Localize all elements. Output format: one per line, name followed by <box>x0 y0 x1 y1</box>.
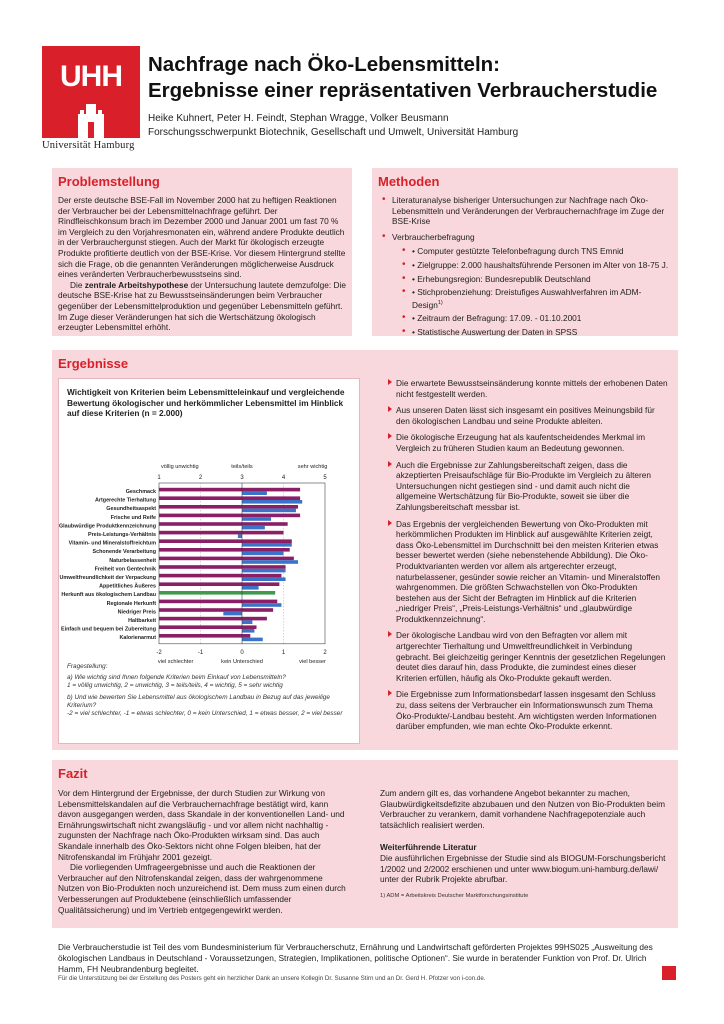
chart-note-a: a) Wie wichtig sind Ihnen folgende Kriterien beim Einkauf von Lebensmitteln? <box>67 674 286 682</box>
results-list <box>388 378 668 738</box>
footnote: 1) ADM = Arbeitskreis Deutscher Marktforschungsinstitute <box>380 892 529 899</box>
importance-bar <box>159 608 273 612</box>
chart-note-a-scale: 1 = völlig unwichtig, 2 = unwichtig, 3 = teils/teils, 4 = wichtig, 5 = sehr wichtig <box>67 682 283 690</box>
bullet-arrow-icon <box>388 406 392 412</box>
university-logo <box>42 46 140 154</box>
results-item-text: Die ökologische Erzeugung hat als kaufentscheidendes Merkmal im Vergleich zu früheren Studien kaum an Bedeutung gewonnen. <box>396 432 646 453</box>
problem-panel <box>52 168 352 336</box>
category-label: Glaubwürdige Produktkennzeichnung <box>58 523 156 530</box>
results-item-text: Die Ergebnisse zum Informationsbedarf lassen insgesamt den Schluss zu, dass seitens der Verbraucher ein Informationswunsch zum Thema Öko-Produkte/-Landbau besteht. Am wichtigsten werden Informationen darüber empfunden, wie man echte Öko-Produkte erkennt. <box>396 689 657 732</box>
chart-box <box>58 378 360 744</box>
results-item <box>388 460 668 513</box>
title-line-2: Ergebnisse einer repräsentativen Verbraucherstudie <box>148 79 658 102</box>
conclusion-heading: Fazit <box>58 766 88 781</box>
category-label: Frische und Reife <box>110 514 156 521</box>
results-item <box>388 378 668 399</box>
results-item <box>388 519 668 625</box>
results-item-text: Auch die Ergebnisse zur Zahlungsbereitschaft zeigen, dass die akzeptierten Preisaufschläge für Bio-Produkte im Vergleich zu älteren Untersuchungen nicht gestiegen sind - und damit auch nicht die allgemeine Wertschätzung für Bio-Produkte, soweit sie über die Zahlungsbereitschaft messbar ist. <box>396 459 652 512</box>
chart-note-b-scale: -2 = viel schlechter, -1 = etwas schlechter, 0 = kein Unterschied, 1 = etwas besser, 2 = viel besser <box>67 710 343 718</box>
bullet-arrow-icon <box>388 433 392 439</box>
importance-bar <box>159 496 300 500</box>
importance-bar <box>159 488 300 492</box>
footnote-marker: 1) <box>437 299 443 306</box>
category-label: Regionale Herkunft <box>106 600 156 607</box>
rating-bar <box>242 638 263 642</box>
methods-sublist <box>402 246 672 337</box>
category-label: Kalorienarmut <box>119 635 156 642</box>
methods-panel <box>372 168 678 336</box>
literature-text: Die ausführlichen Ergebnisse der Studie sind als BIOGUM-Forschungsbericht 1/2002 und 2/2002 erschienen und unter www.biogum.uni-hamburg.de/lawi/ unter der Rubrik Projekte abrufbar. <box>380 852 666 885</box>
problem-text-2 <box>58 280 346 333</box>
rating-bar <box>242 517 271 521</box>
bottom-tick-label: 0 <box>240 649 244 656</box>
importance-bar <box>159 591 275 595</box>
rating-bar <box>238 534 242 538</box>
importance-bar <box>159 531 284 535</box>
top-tick-label: 4 <box>281 475 286 481</box>
methods-item: • Literaturanalyse bisheriger Untersuchungen zur Nachfrage nach Öko-Lebensmitteln und Veränderungen der Verbrauchernachfrage im Zuge der BSE-Krise <box>382 195 672 227</box>
authors-block <box>148 112 518 139</box>
results-item <box>388 689 668 731</box>
rating-bar <box>242 603 281 607</box>
category-label: Appetitliches Äußeres <box>99 583 156 590</box>
category-label: Vitamin- und Mineralstoffreichtum <box>68 540 156 547</box>
results-item <box>388 630 668 683</box>
logo-letters: UHH <box>60 60 122 93</box>
rating-bar <box>242 552 284 556</box>
category-label: Artgerechte Tierhaltung <box>94 497 156 504</box>
problem-text-1: Der erste deutsche BSE-Fall im November 2000 hat zu heftigen Reaktionen der Verbraucher bei der Lebensmittelnachfrage geführt. Der Rindfleischkonsum brach im Dezember 2000 und Januar 2001 um fast 70 % im Vergleich zu den Vorjahresmonaten ein, während andere Produkte deutlich in der Verbrauchergunst stiegen. Auch der Markt für ökologisch erzeugte Produkte profitierte deutlich von der BSE-Krise. Vor diesem Hintergrund stellte sich die Frage, ob die genannten Veränderungen möglicherweise Ausdruck eines veränderten Verbraucherbewusstseins sind. <box>58 195 346 280</box>
results-item <box>388 432 668 453</box>
rating-bar <box>242 526 265 530</box>
bottom-tick-label: -1 <box>197 649 204 656</box>
top-axis-label: sehr wichtig <box>297 464 328 470</box>
importance-bar <box>159 522 288 526</box>
results-item <box>388 405 668 426</box>
top-tick-label: 2 <box>198 475 203 481</box>
top-tick-label: 1 <box>157 475 161 481</box>
chart-note-b: b) Und wie bewerten Sie Lebensmittel aus ökologischem Landbau in Bezug auf das jeweilige Kriterium? <box>67 693 330 709</box>
bullet-arrow-icon <box>388 520 392 526</box>
methods-subitem: • • Zielgruppe: 2.000 haushaltsführende Personen im Alter von 18-75 J. <box>402 260 672 271</box>
bullet-arrow-icon <box>388 379 392 385</box>
top-axis-label: völlig unwichtig <box>160 464 199 470</box>
importance-bar <box>159 548 290 552</box>
category-label: Preis-Leistungs-Verhältnis <box>87 532 156 538</box>
bottom-tick-label: -2 <box>156 649 162 656</box>
funding-note: Die Verbraucherstudie ist Teil des vom Bundesministerium für Verbraucherschutz, Ernährung und Landwirtschaft geförderten Projektes 99HS025 „Ausweitung des ökologischen Landbaus in Deutschland - Voraussetzungen, Strategien, Implikationen, politische Optionen“. Sie wurde in beratender Funktion von Prof. Dr. Ulrich Hamm, FH Neubrandenburg begleitet. <box>58 942 653 974</box>
importance-bar <box>159 565 286 569</box>
rating-bar <box>242 543 292 547</box>
rating-bar <box>242 629 254 633</box>
bottom-axis-label: viel besser <box>299 658 326 665</box>
importance-bar <box>159 582 279 586</box>
logo-mark <box>42 46 140 138</box>
methods-list <box>382 195 672 337</box>
importance-bar <box>159 557 294 561</box>
conclusion-left-column <box>58 788 350 915</box>
author-names: Heike Kuhnert, Peter H. Feindt, Stephan Wragge, Volker Beusmann <box>148 113 449 124</box>
importance-bar <box>159 514 300 518</box>
conclusion-text-1: Vor dem Hintergrund der Ergebnisse, der durch Studien zur Wirkung von Lebensmittelskandalen auf die Verbrauchernachfrage bestätigt wird, kann davon ausgegangen werden, dass Skandale in der konventionellen Land- und Ernährungswirtschaft nicht zwangsläufig - und vor allem nicht nachhaltig - zugunsten der Nachfrage nach Öko-Produkten wirksam sind. Das auch Skandale innerhalb des Öko-Sektors nicht ohne Folgen bleiben, hat der Nitrofenskandal im Frühjahr 2001 gezeigt. <box>58 788 345 862</box>
methods-subitem: • • Statistische Auswertung der Daten in SPSS <box>402 327 672 338</box>
bottom-axis-label: kein Unterschied <box>221 658 263 665</box>
literature-heading: Weiterführende Literatur <box>380 842 477 853</box>
chart-notes <box>67 663 357 718</box>
conclusion-panel <box>52 760 678 928</box>
methods-subitem-text: • Stichprobenziehung: Dreistufiges Auswahlverfahren im ADM-Design <box>412 287 642 310</box>
corner-square <box>662 966 676 980</box>
comparison-chart <box>58 379 359 665</box>
category-label: Haltbarkeit <box>128 618 156 624</box>
rating-bar <box>242 620 252 624</box>
category-label: Herkunft aus ökologischem Landbau <box>61 592 156 599</box>
author-affiliation: Forschungsschwerpunkt Biotechnik, Gesellschaft und Umwelt, Universität Hamburg <box>148 126 519 138</box>
chart-note-head: Fragestellung: <box>67 663 108 670</box>
results-item-text: Die erwartete Bewusstseinsänderung konnte mittels der erhobenen Daten nicht festgestellt werden. <box>396 378 668 399</box>
methods-subitem: • • Computer gestützte Telefonbefragung durch TNS Emnid <box>402 246 672 257</box>
bullet-arrow-icon <box>388 690 392 696</box>
results-item-text: Das Ergebnis der vergleichenden Bewertung von Öko-Produkten mit herkömmlichen Produkten im Hinblick auf ausgewählte Kriterien zeigt, dass Öko-Lebensmittel im Durchschnitt bei den meisten Kriterien etwas besser bewertet werden (siehe nebenstehende Abbildung). Die Öko-Produktvarianten werden vor allem als artgerechter erzeugt, naturbelassener, gesünder sowie reicher an Vitamin- und Mineralstoffen wahrgenommen. Die größten Schwachstellen von Öko-Produkten bestehen aus der Sicht der Befragten im Hinblick auf die Kriterien „niedriger Preis“, „Preis-Leistungs-Verhältnis“ und „glaubwürdige Produktkennzeichnung“. <box>396 518 660 624</box>
chart-title: Wichtigkeit von Kriterien beim Lebensmitteleinkauf und vergleichende Bewertung ökologischer und herkömmlicher Lebensmittel im Hinblick auf diese Kriterien (n = 2.000) <box>67 387 345 418</box>
category-label: Einfach und bequem bei Zubereitung <box>61 626 156 633</box>
problem-heading: Problemstellung <box>58 174 160 189</box>
category-label: Naturbelassenheit <box>109 557 156 564</box>
logo-wordmark: Universität Hamburg <box>42 140 135 151</box>
conclusion-right-column <box>380 788 672 899</box>
category-label: Geschmack <box>125 489 156 495</box>
rating-bar <box>242 577 286 581</box>
category-label: Umweltfreundlichkeit der Verpackung <box>59 575 156 581</box>
poster-footer <box>58 942 658 983</box>
methods-item-label: Verbraucherbefragung <box>392 231 475 242</box>
results-item-text: Der ökologische Landbau wird von den Befragten vor allem mit artgerechter Tierhaltung und Umweltfreundlichkeit in Verbindung gebracht. Bei gleichzeitig geringer Kenntnis der gesetzlichen Regelungen deutet dies darauf hin, dass Produkte, die zumindest eines dieser Kriterien erfüllen, häufig als Öko-Produkte gekauft werden. <box>396 630 666 683</box>
top-tick-label: 5 <box>323 475 327 481</box>
problem-text-2-pre: Die <box>70 279 85 290</box>
bottom-tick-label: 2 <box>323 649 327 656</box>
importance-bar <box>159 505 298 509</box>
tower-icon <box>74 102 108 138</box>
bottom-tick-label: 1 <box>281 649 286 656</box>
importance-bar <box>159 574 281 578</box>
importance-bar <box>159 634 250 638</box>
bullet-arrow-icon <box>388 461 392 467</box>
rating-bar <box>242 509 296 513</box>
importance-bar <box>159 617 267 621</box>
results-heading: Ergebnisse <box>58 356 129 371</box>
methods-heading: Methoden <box>378 174 440 189</box>
conclusion-text-2: Die vorliegenden Umfrageergebnisse und auch die Reaktionen der Verbraucher auf den Nitrofenskandal zeigen, dass der wahrgenommene Nutzen von Bio-Produkten noch unzureichend ist. Dem muss zum einen durch Verbesserungen auf Produktebene (einschließlich umfassender Qualitätssicherung) und im Vertrieb entgegengewirkt werden. <box>58 862 346 915</box>
rating-bar <box>242 569 286 573</box>
methods-subitem: • • Zeitraum der Befragung: 17.09. - 01.10.2001 <box>402 313 672 324</box>
bottom-axis-label: viel schlechter <box>157 658 194 665</box>
importance-bar <box>159 600 277 604</box>
rating-bar <box>242 491 267 495</box>
bullet-arrow-icon <box>388 631 392 637</box>
poster-title <box>148 52 708 104</box>
results-panel <box>52 350 678 750</box>
category-label: Schonende Verarbeitung <box>92 549 156 556</box>
rating-bar <box>242 500 302 504</box>
methods-item <box>382 232 672 338</box>
problem-hypothesis-label: zentrale Arbeitshypothese <box>84 279 189 290</box>
methods-subitem <box>402 287 672 310</box>
top-axis-label: teils/teils <box>231 464 253 470</box>
methods-subitem: • • Erhebungsregion: Bundesrepublik Deutschland <box>402 274 672 285</box>
acknowledgement: Für die Unterstützung bei der Erstellung des Posters geht ein herzlicher Dank an unsere Kollegin Dr. Susanne Stirn und an Dr. Gerd H. Pfotzer von i-con.de. <box>58 975 486 983</box>
category-label: Niedriger Preis <box>117 609 156 616</box>
rating-bar <box>223 612 242 616</box>
rating-bar <box>242 560 298 564</box>
importance-bar <box>159 539 292 543</box>
category-label: Gesundheitsaspekt <box>106 506 156 513</box>
title-line-1: Nachfrage nach Öko-Lebensmitteln: <box>148 53 500 76</box>
conclusion-text-3: Zum andern gilt es, das vorhandene Angebot bekannter zu machen, Glaubwürdigkeitsdefizite abzubauen und den Nutzen von Bio-Produkten beim Verbraucher zu verankern, damit vorhandene Nachfragepotenziale auch tatsächlich realisiert werden. <box>380 788 666 830</box>
category-label: Freiheit von Gentechnik <box>94 566 156 573</box>
rating-bar <box>242 586 259 590</box>
problem-text-2-post: der Untersuchung lautete demzufolge: Die deutsche BSE-Krise hat zu Bewusstseinsänderungen beim Verbraucher gegenüber der Lebensmittelproduktion und gegenüber Lebensmitteln geführt. Im Zuge dieser Veränderungen hat sich die Wertschätzung ökologisch erzeugter Lebensmittel erhöht. <box>58 279 346 333</box>
top-tick-label: 3 <box>240 475 244 481</box>
results-item-text: Aus unseren Daten lässt sich insgesamt ein positives Meinungsbild für den ökologischen Landbau und seine Produkte ableiten. <box>396 405 655 426</box>
